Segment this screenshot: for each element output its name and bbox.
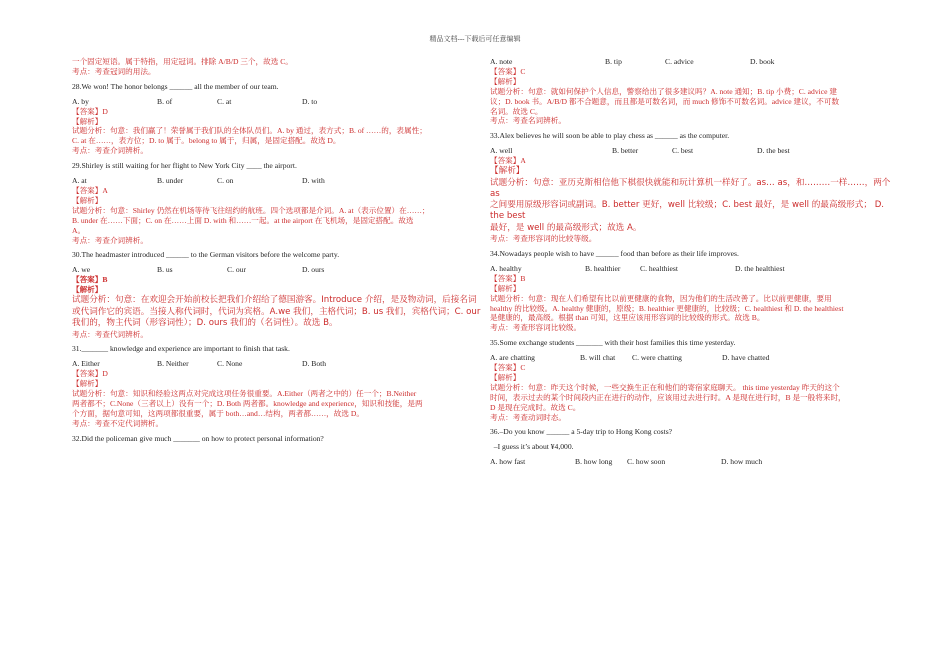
option-item: B. will chat	[580, 353, 616, 363]
option-item: D. ours	[302, 265, 325, 275]
explanation-line: A。	[72, 225, 86, 235]
option-item: A. how fast	[490, 457, 526, 467]
question-line: 31._______ knowledge and experience are important to finish that task.	[72, 344, 290, 354]
option-item: A. note	[490, 57, 513, 66]
explanation-line: 是健康的，最高级。根据 than 可知，这里应该用形容词的比较级的形式。故选 B。	[490, 313, 765, 323]
answer-options	[490, 146, 900, 155]
left-column	[72, 57, 482, 444]
option-item: D. with	[302, 176, 325, 186]
page-header: 精品文档---下载后可任意编辑	[429, 35, 521, 43]
right-column	[490, 57, 900, 467]
option-item: C. healthiest	[640, 263, 678, 273]
option-item: C. how soon	[627, 457, 666, 467]
explanation-line: D 是现在完成时。故选 C。	[490, 402, 581, 412]
question-line: 36.–Do you know ______ a 5-day trip to Hong Kong costs?	[490, 427, 673, 437]
explanation-line-bold: 最好，是 well 的最高级形式；故选 A。	[490, 222, 642, 233]
option-item: D. to	[302, 96, 318, 106]
explanation-line: 个方面，据句意可知，这两项都很重要，属于 both…and…结构，两者都……，故选 D。	[72, 408, 364, 418]
option-item: D. the best	[757, 146, 790, 156]
explanation-line: 【解析】	[72, 379, 103, 389]
explanation-line: 考点：考查介词辨析。	[72, 235, 148, 245]
explanation-line: 试题分析：句意：现在人们希望有比以前更健康的食物，因为他们的生活改善了。比以前更健康，要用	[490, 293, 832, 303]
option-item: C. on	[217, 176, 234, 186]
explanation-line: 考点：考查动词时态。	[490, 412, 566, 422]
question-line: 33.Alex believes he will soon be able to play chess as ______ as the computer.	[490, 131, 730, 141]
answer-options	[72, 265, 482, 274]
explanation-line: 考点：考查名词辨析。	[490, 116, 566, 126]
answer-options	[72, 359, 482, 368]
explanation-line-bold: 之间要用原级形容词或副词。B. better 更好，well 比较级；C. best 最好，是 well 的最高级形式； D. the best	[490, 200, 887, 222]
explanation-line: 时间，表示过去的某个时间段内正在进行的动作，应该用过去进行时。A 是现在进行时，B 是一般将来时，	[490, 392, 846, 402]
answer-options	[490, 457, 900, 466]
option-item: B. healthier	[585, 263, 621, 273]
option-item: A. at	[72, 176, 87, 186]
question-line: 29.Shirley is still waiting for her flight to New York City ____ the airport.	[72, 161, 297, 171]
explanation-line: 考点：考查形容词的比较等级。	[490, 234, 597, 244]
explanation-line: 试题分析：句意：我们赢了！荣誉属于我们队的全体队员们。A. by 通过，表方式；B. of ……的，表属性；	[72, 126, 427, 136]
explanation-line: healthy 的比较级。A. healthy 健康的，原级；B. healthier 更健康的，比较级；C. healthiest 和 D. the healthiest	[490, 303, 844, 313]
answer-heading: 【解析】	[72, 285, 103, 295]
explanation-line: 议；D. book 书。A/B/D 都不合题意，而且都是可数名词，而 much 修饰不可数名词。advice 建议，不可数	[490, 96, 840, 106]
option-item: B. tip	[605, 57, 622, 66]
option-item: C. were chatting	[632, 353, 682, 363]
explanation-line: 【答案】C	[490, 363, 526, 373]
explanation-line: 【答案】B	[490, 273, 526, 283]
explanation-line: 考点：考查不定代词辨析。	[72, 418, 164, 428]
answer-options	[490, 57, 900, 66]
answer-options	[72, 176, 482, 185]
explanation-line: C. at 在……，表方位；D. to 属于。belong to 属于，归属，是固定搭配。故选 D。	[72, 136, 341, 146]
explanation-line: 【解析】	[490, 76, 521, 86]
explanation-line: 两者都不；C.None（三者以上）没有一个；D. Both 两者都。knowledge and experience，知识和技能，是两	[72, 398, 423, 408]
explanation-line: 【解析】	[490, 372, 521, 382]
option-item: C. our	[227, 265, 246, 275]
question-line: 32.Did the policeman give much _______ on how to protect personal information?	[72, 433, 324, 443]
question-line: 30.The headmaster introduced ______ to the German visitors before the welcome party.	[72, 250, 340, 260]
option-item: D. Both	[302, 359, 327, 369]
option-item: A. Either	[72, 359, 100, 369]
option-item: D. book	[750, 57, 775, 66]
explanation-line: 【解析】	[72, 195, 103, 205]
explanation-line-bold: 【解析】	[490, 166, 525, 177]
explanation-line: 名词。故选 C。	[490, 106, 543, 116]
option-item: B. how long	[575, 457, 613, 467]
option-item: C. None	[217, 359, 243, 369]
option-item: B. better	[612, 146, 639, 156]
answer-options	[490, 353, 900, 362]
question-line: 28.We won! The honor belongs ______ all the member of our team.	[72, 81, 279, 91]
answer-heading: 【答案】B	[72, 275, 108, 285]
option-item: B. of	[157, 96, 173, 106]
option-item: A. by	[72, 96, 89, 106]
option-item: A. healthy	[490, 263, 522, 273]
explanation-line-bold: 或代词作它的宾语。当接人称代词时，代词为宾格。A.we 我们，主格代词；B. us 我们，宾格代词；C. our	[72, 306, 481, 317]
explanation-line: 【答案】A	[72, 185, 108, 195]
explanation-line: 考点：考查介词辨析。	[72, 146, 148, 156]
explanation-line: 【解析】	[490, 283, 521, 293]
option-item: C. best	[672, 146, 694, 156]
option-item: B. under	[157, 176, 184, 186]
explanation-line: 考点：考查形容词比较级。	[490, 323, 582, 333]
question-line: –I guess it’s about ¥4,000.	[490, 442, 574, 452]
explanation-line: 【答案】A	[490, 156, 526, 166]
explanation-line: 【答案】D	[72, 369, 108, 379]
explanation-line: 试题分析：句意：就如何保护个人信息，警察给出了很多建议吗？A. note 通知；B. tip 小费；C. advice 建	[490, 86, 837, 96]
explanation-line: 【解析】	[72, 116, 103, 126]
option-item: D. have chatted	[722, 353, 770, 363]
explanation-line-bold: 试题分析：句意：在欢迎会开始前校长把我们介绍给了德国游客。Introduce 介绍，是及物动词，后接名词	[72, 295, 477, 306]
answer-options	[72, 97, 482, 106]
explanation-line-bold: 我们的，物主代词（形容词性）；D. ours 我们的（名词性）。故选 B。	[72, 318, 338, 329]
option-item: C. advice	[665, 57, 694, 66]
explanation-line: 【答案】D	[72, 106, 108, 116]
explanation-line: B. under 在……下面；C. on 在……上面 D. with 和……一起。at the airport 在飞机场，是固定搭配。故选	[72, 215, 414, 225]
option-item: C. at	[217, 96, 232, 106]
explanation-line: 【答案】C	[490, 66, 526, 76]
option-item: A. we	[72, 265, 91, 275]
option-item: A. are chatting	[490, 353, 535, 363]
option-item: A. well	[490, 146, 513, 156]
explanation-line: 一个固定短语。属于特指，用定冠词。排除 A/B/D 三个，故选 C。	[72, 57, 293, 66]
option-item: B. us	[157, 265, 173, 275]
option-item: D. how much	[721, 457, 763, 467]
question-line: 34.Nowadays people wish to have ______ food than before as their life improves.	[490, 248, 739, 258]
explanation-line: 试题分析：句意：知识和经验这两点对完成这项任务很重要。A.Either（两者之中的）任一个；B.Neither	[72, 389, 417, 399]
explanation-line: 考点：考查代词辨析。	[72, 329, 148, 339]
explanation-line-bold: 试题分析：句意：亚历克斯相信他下棋很快就能和玩计算机一样好了。as… as，和………一样……，两个 as	[490, 177, 894, 199]
answer-options	[490, 264, 900, 273]
question-line: 35.Some exchange students _______ with their host families this time yesterday.	[490, 338, 736, 348]
explanation-line: 试题分析：句意：昨天这个时候，一些交换生正在和他们的寄宿家庭聊天。 this time yesterday 昨天的这个	[490, 382, 840, 392]
option-item: D. the healthiest	[735, 263, 785, 273]
explanation-line: 试题分析：句意：Shirley 仍然在机场等待飞往纽约的航班。四个选项都是介词。A. at（表示位置）在……；	[72, 205, 430, 215]
explanation-line: 考点：考查冠词的用法。	[72, 66, 156, 76]
option-item: B. Neither	[157, 359, 189, 369]
